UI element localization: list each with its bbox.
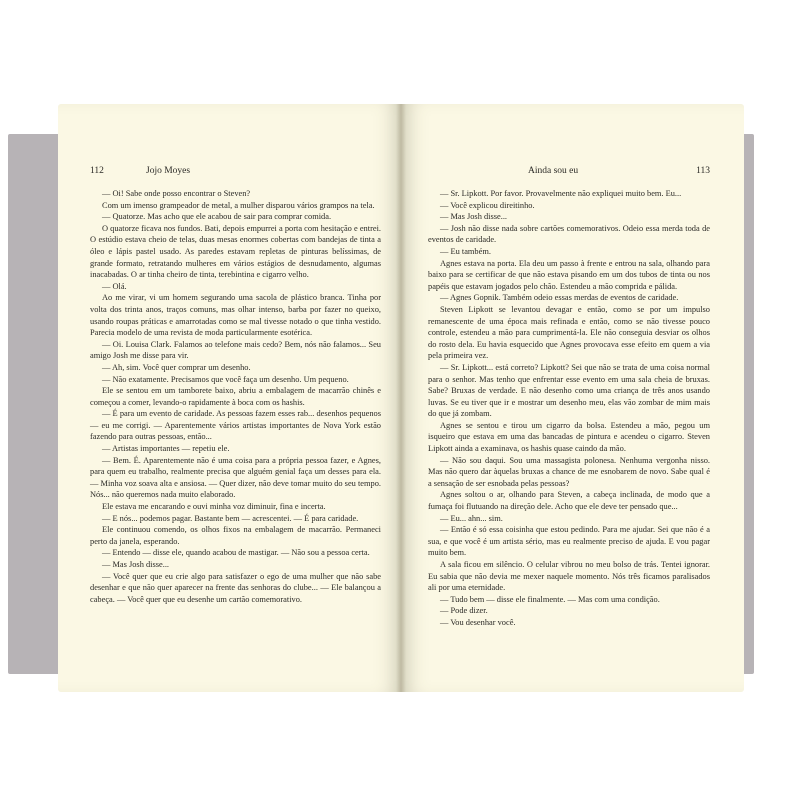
left-page-text xyxy=(90,188,381,605)
paragraph: — Artistas importantes — repetiu ele. xyxy=(102,444,230,454)
paragraph: — Não sou daqui. Sou uma massagista polonesa. Nenhuma vergonha nisso. Mas não quero dar àquelas bruxas a chance de me esnobarem de novo. Sabe qual é a sensação de ser esnobada pelas pessoas? xyxy=(428,455,710,488)
paragraph: — Não exatamente. Precisamos que você faça um desenho. Um pequeno. xyxy=(102,374,349,384)
paragraph: Ele se sentou em um tamborete baixo, abriu a embalagem de macarrão chinês e começou a comer, levando-o rapidamente à boca com os hashis. xyxy=(90,386,381,407)
paragraph: — Eu também. xyxy=(440,246,491,256)
right-running-head: Ainda sou eu xyxy=(528,166,579,176)
paragraph: — Eu... ahn... sim. xyxy=(440,513,503,523)
paragraph: — Entendo — disse ele, quando acabou de mastigar. — Não sou a pessoa certa. xyxy=(102,548,370,558)
book-spine xyxy=(396,104,406,692)
paragraph: O quatorze ficava nos fundos. Bati, depois empurrei a porta com hesitação e entrei. O estúdio estava cheio de telas, duas mesas enormes cobertas com bandejas de tinta a óleo e lápis pastel usado. As paredes estavam repletas de pinturas belíssimas, de grande formato, retratando mulheres em vários estágios de desnudamento, algumas inacabadas. O ar tinha cheiro de tinta, terebintina e cigarro velho. xyxy=(90,223,381,280)
paragraph: — Agnes Gopnik. Também odeio essas merdas de eventos de caridade. xyxy=(440,293,679,303)
paragraph: Steven Lipkott se levantou devagar e então, como se por um impulso remanescente de uma época mais refinada e então, como se não tivesse pouco controle, estendeu a mão para cumprimentá-la. Ele não conseguia desviar os olhos do rosto dela. Eu havia esquecido que Agnes provocava esse efeito em quem a via pela primeira vez. xyxy=(428,304,710,361)
paragraph: Agnes estava na porta. Ela deu um passo à frente e entrou na sala, olhando para baixo para se certificar de que não estava pisando em um dos tubos de tinta ou nos papéis que estavam jogados pelo chão. Estendeu a mão comprida e pálida. xyxy=(428,258,710,291)
paragraph: — Oi. Louisa Clark. Falamos ao telefone mais cedo? Bem, nós não falamos... Seu amigo Josh me disse para vir. xyxy=(90,339,381,361)
paragraph: Ele continuou comendo, os olhos fixos na embalagem de macarrão. Permaneci perto da janela, esperando. xyxy=(90,525,381,546)
paragraph: — Então é só essa coisinha que estou pedindo. Para me ajudar. Sei que não é a sua, e que você é um artista sério, mas eu realmente preciso de ajuda. E vou pagar muito bem. xyxy=(428,525,710,558)
paragraph: — Você explicou direitinho. xyxy=(440,200,535,210)
paragraph: — É para um evento de caridade. As pessoas fazem esses rab... desenhos pequenos — eu me corrigi. — Aparentemente vários artistas importantes de Nova York estão fazendo para outras pessoas, então... xyxy=(90,409,381,442)
paragraph: — Olá. xyxy=(102,281,127,291)
paragraph: A sala ficou em silêncio. O celular vibrou no meu bolso de trás. Tentei ignorar. Eu sabia que não devia me mexer naquele momento. Nós três ficamos paralisados ali por uma eternidade. xyxy=(428,560,710,593)
paragraph: — Bem. É. Aparentemente não é uma coisa para a própria pessoa fazer, e Agnes, para quem eu trabalho, realmente precisa que alguém genial faça um desses para ela. — Minha voz soava alta e ansiosa. — Quer dizer, não deve tomar muito do seu tempo. Nós... não queremos nada muito elaborado. xyxy=(90,455,381,500)
paragraph: Ele estava me encarando e ouvi minha voz diminuir, fina e incerta. xyxy=(102,502,326,512)
paragraph: — Josh não disse nada sobre cartões comemorativos. Odeio essa merda toda de eventos de caridade. xyxy=(428,223,710,245)
paragraph: — Sr. Lipkott. Por favor. Provavelmente não expliquei muito bem. Eu... xyxy=(440,189,682,198)
paragraph: Ao me virar, vi um homem segurando uma sacola de plástico branca. Tinha por volta dos trinta anos, traços comuns, mas olhar intenso, barba por fazer no queixo, usando roupas práticas e amarrotadas como se mal tivesse notado o que tinha vestido. Parecia modelo de uma revista de moda particularmente esotérica. xyxy=(90,293,381,338)
paragraph: — Quatorze. Mas acho que ele acabou de sair para comprar comida. xyxy=(102,212,332,222)
paragraph: — Você quer que eu crie algo para satisfazer o ego de uma mulher que não sabe desenhar e que não quer aparecer na frente das senhoras do clube... — Ele balançou a cabeça. — Você quer que eu desenhe um cartão comemorativo. xyxy=(90,571,381,604)
paragraph: — Tudo bem — disse ele finalmente. — Mas com uma condição. xyxy=(440,594,660,604)
paragraph: — Ah, sim. Você quer comprar um desenho. xyxy=(102,362,251,372)
left-page xyxy=(58,104,401,692)
paragraph: — Vou desenhar você. xyxy=(440,617,516,627)
left-page-number: 112 xyxy=(90,166,104,176)
paragraph: — E nós... podemos pagar. Bastante bem — acrescentei. — É para caridade. xyxy=(102,513,359,523)
paragraph: Agnes soltou o ar, olhando para Steven, a cabeça inclinada, de modo que a fumaça foi flutuando na direção dele. Acho que ele deve ter pensado que... xyxy=(428,490,710,512)
right-page-number: 113 xyxy=(696,166,710,176)
right-page-text xyxy=(428,188,710,629)
left-page-header xyxy=(90,166,381,180)
paragraph: Agnes se sentou e tirou um cigarro da bolsa. Estendeu a mão, pegou um isqueiro que estava em uma das bancadas de pintura e acendeu o cigarro. Steven Lipkott ainda a examinava, os hashis quase caindo da mão. xyxy=(428,420,710,454)
paragraph: — Sr. Lipkott... está correto? Lipkott? Sei que não se trata de uma coisa normal para o senhor. Mas tenho que enfrentar esse evento em uma sala cheia de bruxas. Sabe? Bruxas de verdade. E não desenho como uma criança de três anos usando luvas. Se eu tiver que ir e mostrar um desenho meu, elas vão zombar de mim mais do que já zombam. xyxy=(428,362,710,419)
paragraph: — Pode dizer. xyxy=(440,606,488,616)
left-running-head: Jojo Moyes xyxy=(146,166,191,176)
paragraph: — Oi! Sabe onde posso encontrar o Steven? xyxy=(102,189,251,198)
paragraph: — Mas Josh disse... xyxy=(102,560,170,569)
right-page xyxy=(401,104,744,692)
paragraph: — Mas Josh disse... xyxy=(440,212,508,222)
paragraph: Com um imenso grampeador de metal, a mulher disparou vários grampos na tela. xyxy=(102,200,375,210)
right-page-header xyxy=(428,166,710,180)
